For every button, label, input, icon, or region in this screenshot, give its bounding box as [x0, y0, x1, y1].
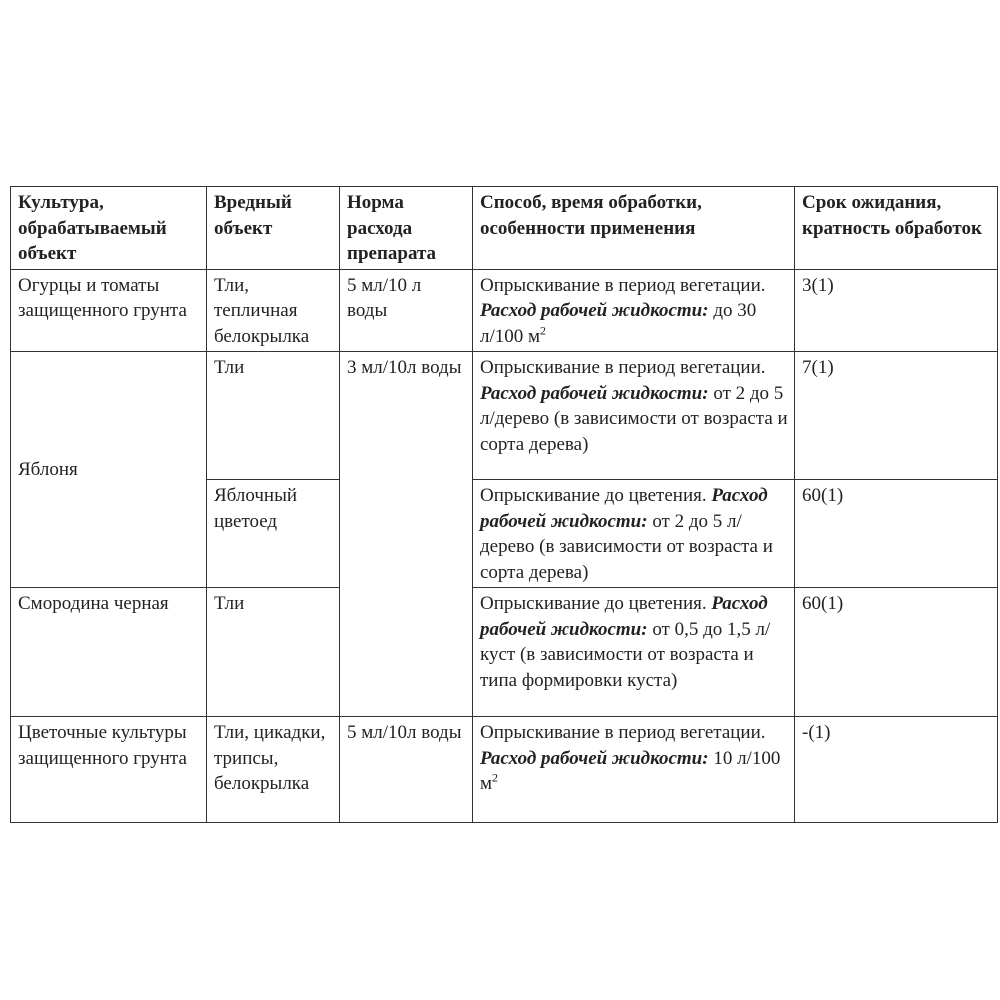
method-label: Расход рабочей жидкости:: [480, 593, 768, 640]
method-text: Опрыскивание до цветения.: [480, 593, 707, 614]
method-value: от 0,5 до 1,5 л/куст (в зависимости от возраста и типа формировки куста): [480, 618, 771, 691]
header-rate: Норма расхода препарата: [340, 187, 473, 270]
method-value: от 2 до 5 л/дерево (в зависимости от возраста и сорта дерева): [480, 510, 773, 583]
rate-cell: 5 мл/10л воды: [340, 717, 473, 823]
method-superscript: 2: [492, 770, 499, 785]
pest-cell: Тли, цикадки, трипсы, белокрылка: [207, 717, 340, 823]
wait-cell: 60(1): [795, 480, 998, 588]
pest-cell: Тли: [207, 352, 340, 480]
method-label: Расход рабочей жидкости:: [480, 300, 709, 321]
method-value: 10 л/100 м: [480, 747, 781, 794]
rate-cell: 5 мл/10 л воды: [340, 269, 473, 352]
table-row: [11, 717, 998, 823]
table-header-row: [11, 187, 998, 270]
wait-cell: -(1): [795, 717, 998, 823]
pest-cell: Тли: [207, 588, 340, 717]
wait-cell: 7(1): [795, 352, 998, 480]
method-text: Опрыскивание в период вегетации.: [480, 357, 766, 378]
method-label: Расход рабочей жидкости:: [480, 485, 768, 532]
wait-cell: 3(1): [795, 269, 998, 352]
method-label: Расход рабочей жидкости:: [480, 747, 709, 769]
table-row: [11, 269, 998, 352]
method-value: до 30 л/100 м: [480, 300, 757, 347]
method-text: Опрыскивание до цветения.: [480, 485, 707, 506]
method-superscript: 2: [540, 323, 547, 338]
method-text: Опрыскивание в период вегетации.: [480, 722, 766, 743]
crop-cell: Огурцы и томаты защищенного грунта: [11, 269, 207, 352]
crop-cell: Яблоня: [11, 352, 207, 588]
header-wait: Срок ожидания, кратность обработок: [795, 187, 998, 270]
method-value: от 2 до 5 л/дерево (в зависимости от возраста и сорта дерева): [480, 382, 788, 455]
pest-cell: Тли, тепличная белокрылка: [207, 269, 340, 352]
header-pest: Вредный объект: [207, 187, 340, 270]
method-cell: [473, 269, 795, 352]
table-row: [11, 588, 998, 717]
crop-cell: Цветочные культуры защищенного грунта: [11, 717, 207, 823]
method-cell: [473, 588, 795, 717]
method-cell: [473, 352, 795, 480]
method-cell: [473, 717, 795, 823]
rate-cell: 3 мл/10л воды: [340, 352, 473, 717]
crop-cell: Смородина черная: [11, 588, 207, 717]
application-table: [10, 186, 998, 823]
wait-cell: 60(1): [795, 588, 998, 717]
pest-cell: Яблочный цветоед: [207, 480, 340, 588]
header-method: Способ, время обработки, особенности применения: [473, 187, 795, 270]
table-row: [11, 352, 998, 480]
method-label: Расход рабочей жидкости:: [480, 382, 709, 404]
method-text: Опрыскивание в период вегетации.: [480, 274, 766, 296]
method-cell: [473, 480, 795, 588]
header-crop: Культура, обрабатываемый объект: [11, 187, 207, 270]
